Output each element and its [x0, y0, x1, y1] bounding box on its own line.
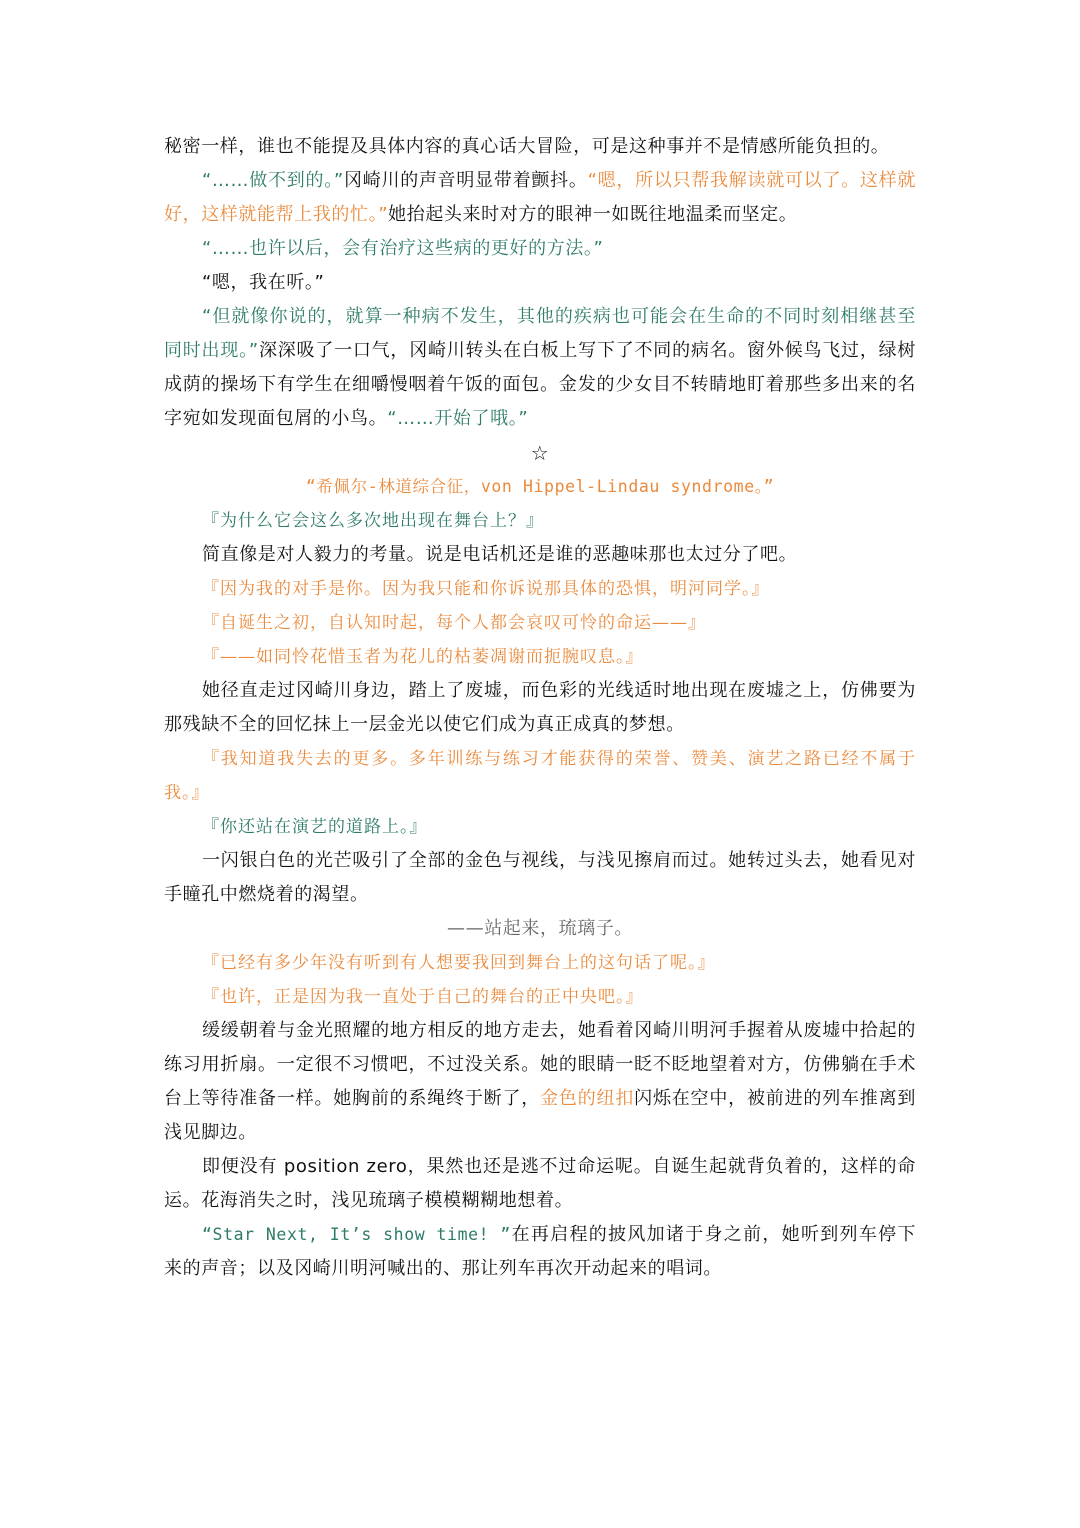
paragraph: [164, 844, 916, 912]
narration: 即便没有 position zero，果然也还是逃不过命运呢。自诞生起就背负着的，这样的命运。花海消失之时，浅见琉璃子模模糊糊地想着。: [164, 1156, 916, 1211]
star-icon: ☆: [530, 441, 550, 465]
phone-dialogue: 『我知道我失去的更多。多年训练与练习才能获得的荣誉、赞美、演艺之路已经不属于我。』: [164, 749, 916, 803]
paragraph: [164, 232, 916, 266]
paragraph: [164, 674, 916, 742]
narration: 她径直走过冈崎川身边，踏上了废墟，而色彩的光线适时地出现在废墟之上，仿佛要为那残缺不全的回忆抹上一层金光以使它们成为真正成真的梦想。: [164, 680, 916, 735]
phone-dialogue: 『——如同怜花惜玉者为花儿的枯萎凋谢而扼腕叹息。』: [202, 647, 644, 667]
phone-dialogue: 『为什么它会这么多次地出现在舞台上？』: [202, 511, 544, 531]
dialogue: “……做不到的。”: [202, 170, 344, 191]
paragraph: [164, 946, 916, 980]
paragraph: [164, 266, 916, 300]
paragraph: [164, 810, 916, 844]
paragraph: [164, 572, 916, 606]
dialogue: “希佩尔-林道综合征，von Hippel-Lindau syndrome。”: [305, 477, 775, 496]
dialogue: “Star Next, It’s show time! ”: [202, 1225, 511, 1244]
section-divider-star: [164, 436, 916, 470]
paragraph: [164, 742, 916, 810]
dialogue: “嗯，我在听。”: [202, 272, 325, 293]
narration: 秘密一样，谁也不能提及具体内容的真心话大冒险，可是这种事并不是情感所能负担的。: [164, 136, 890, 157]
narration: 一闪银白色的光芒吸引了全部的金色与视线，与浅见擦肩而过。她转过头去，她看见对手瞳孔中燃烧着的渴望。: [164, 850, 916, 905]
paragraph: [164, 640, 916, 674]
narration: 简直像是对人毅力的考量。说是电话机还是谁的恶趣味那也太过分了吧。: [202, 544, 798, 565]
paragraph: [164, 504, 916, 538]
narration: 深深吸了一口气，冈崎川转头在白板上写下了不同的病名。窗外候鸟飞过，绿树成荫的操场下有学生在细嚼慢咽着午饭的面包。金发的少女目不转睛地盯着那些多出来的名字宛如发现面包屑的小鸟。: [164, 340, 916, 429]
phone-dialogue: 『也许，正是因为我一直处于自己的舞台的正中央吧。』: [202, 987, 644, 1007]
paragraph: [164, 164, 916, 232]
paragraph: [164, 1218, 916, 1286]
dialogue: “……也许以后，会有治疗这些病的更好的方法。”: [202, 238, 604, 259]
narration: 缓缓朝着与金光照耀的地方相反的地方走去，她看着冈崎川明河手握着从废墟中拾起的练习用折扇。一定很不习惯吧，不过没关系。她的眼睛一眨不眨地望着对方，仿佛躺在手术台上等待准备一样。她胸前的系绳终于断了，: [164, 1020, 916, 1109]
phone-dialogue: 『已经有多少年没有听到有人想要我回到舞台上的这句话了呢。』: [202, 953, 716, 973]
phone-dialogue: 『因为我的对手是你。因为我只能和你诉说那具体的恐惧，明河同学。』: [202, 579, 770, 599]
narration: 闪烁在空中，被前进的列车推离到浅见脚边。: [164, 1088, 917, 1143]
narration: 她抬起头来时对方的眼神一如既往地温柔而坚定。: [388, 204, 798, 225]
paragraph: [164, 980, 916, 1014]
dialogue: “……开始了哦。”: [387, 408, 529, 429]
phone-dialogue: 『自诞生之初，自认知时起，每个人都会哀叹可怜的命运——』: [202, 613, 706, 633]
narration: 在再启程的披风加诸于身之前，她听到列车停下来的声音；以及冈崎川明河喊出的、那让列车再次开动起来的唱词。: [164, 1224, 916, 1279]
narration: 冈崎川的声音明显带着颤抖。: [343, 170, 588, 191]
dialogue: “但就像你说的，就算一种病不发生，其他的疾病也可能会在生命的不同时刻相继甚至同时出现。”: [164, 306, 916, 361]
paragraph: [164, 912, 916, 946]
paragraph: [164, 300, 916, 436]
dialogue: “嗯，所以只帮我解读就可以了。这样就好，这样就能帮上我的忙。”: [164, 170, 916, 225]
paragraph: [164, 538, 916, 572]
story-text: [164, 130, 916, 1286]
paragraph: [164, 470, 916, 504]
paragraph: [164, 1014, 916, 1150]
highlight-text: 金色的纽扣: [540, 1088, 635, 1109]
paragraph: [164, 130, 916, 164]
phone-dialogue: 『你还站在演艺的道路上。』: [202, 817, 428, 837]
inner-voice: ——站起来，琉璃子。: [447, 918, 633, 939]
paragraph: [164, 606, 916, 640]
paragraph: [164, 1150, 916, 1218]
